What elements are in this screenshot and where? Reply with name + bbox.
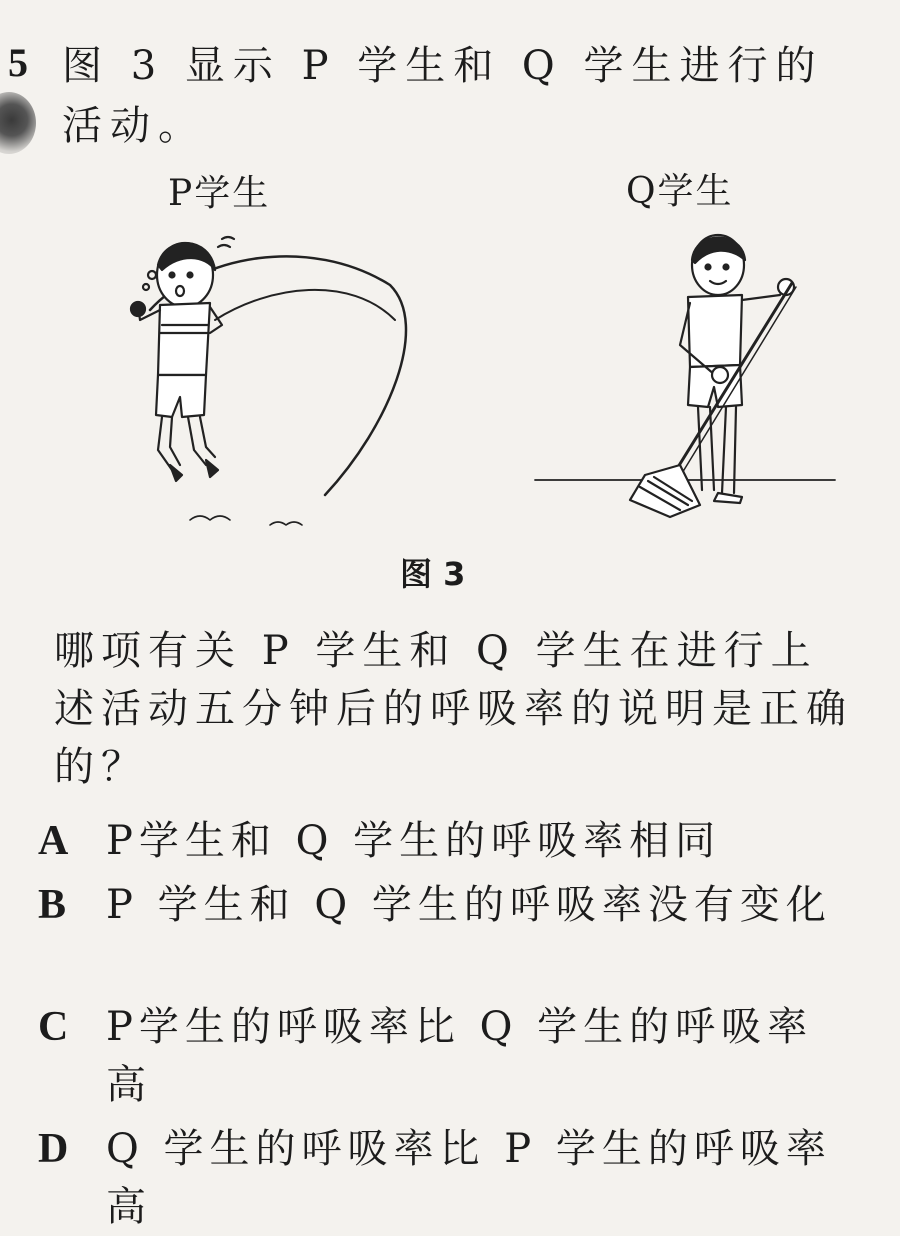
boy-skipping-rope-illustration [110,225,440,545]
option-letter: A [38,818,69,864]
figure-caption: 图 3 [400,555,466,593]
ink-blot-mark [0,92,36,154]
option-text: P学生的呼吸率比 Q 学生的呼吸率高 [106,1004,814,1108]
option-text: P学生和 Q 学生的呼吸率相同 [106,818,722,864]
option-letter: B [38,882,67,928]
question-number: 5 [8,40,28,85]
option-text: P 学生和 Q 学生的呼吸率没有变化 [106,882,832,928]
option-letter: D [38,1126,69,1172]
boy-sweeping-floor-illustration [530,225,840,525]
question-stem: 图 3 显示 P 学生和 Q 学生进行的活动。 [62,43,824,149]
question-text: 哪项有关 P 学生和 Q 学生在进行上述活动五分钟后的呼吸率的说明是正确的？ [54,628,853,790]
figure-label-p: P学生 [168,173,271,214]
figure-label-q: Q学生 [626,171,734,212]
option-letter: C [38,1004,69,1050]
option-text: Q 学生的呼吸率比 P 学生的呼吸率高 [106,1126,832,1230]
